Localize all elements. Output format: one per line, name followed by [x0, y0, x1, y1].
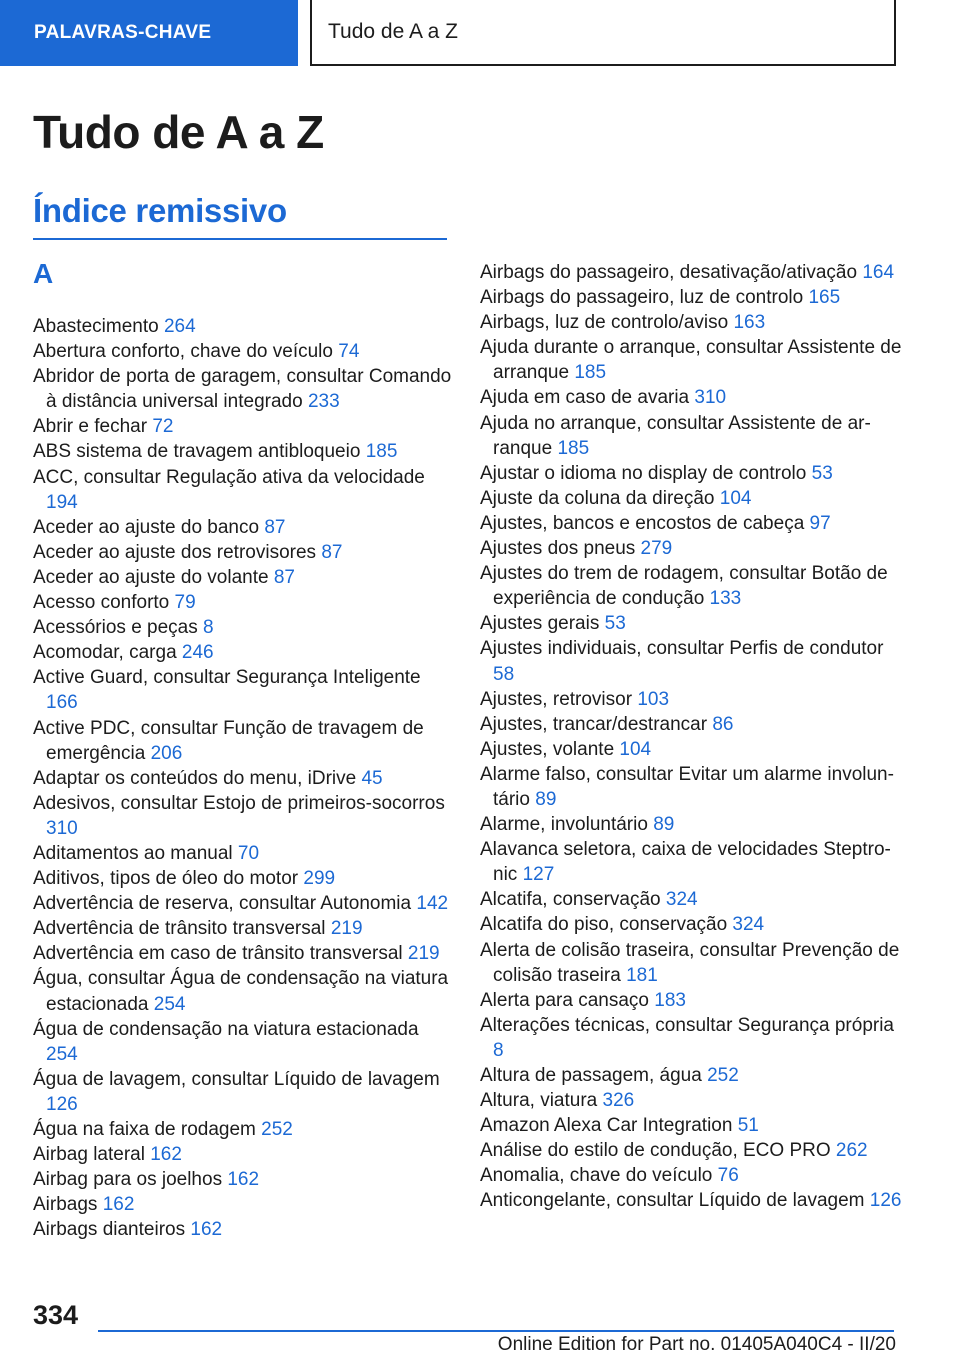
index-entry-text: Água, consultar Água de condensação na viatura estacionada — [33, 968, 449, 1015]
index-page-link[interactable]: 183 — [654, 989, 686, 1011]
index-entry — [33, 866, 455, 891]
index-entry-text: Altura de passagem, água — [480, 1065, 702, 1086]
index-entry-text: Análise do estilo de condução, ECO PRO — [480, 1140, 831, 1162]
index-entry — [33, 515, 455, 540]
index-page-link[interactable]: 254 — [153, 993, 186, 1015]
index-entry — [33, 640, 455, 665]
index-page-link[interactable]: 219 — [330, 918, 363, 940]
index-entry — [33, 665, 455, 715]
index-entry — [480, 988, 902, 1013]
index-page-link[interactable]: 126 — [869, 1190, 902, 1212]
index-entry-text: Abridor de porta de garagem, consultar Comando à distância universal integrado — [33, 366, 452, 413]
index-entry — [480, 912, 902, 937]
index-entry-text: Aceder ao ajuste do volante — [33, 566, 269, 588]
index-page-link[interactable]: 185 — [365, 441, 398, 463]
index-entry-text: Adaptar os conteúdos do menu, iDrive — [33, 767, 357, 789]
index-entry — [33, 314, 455, 339]
index-entry — [33, 791, 455, 841]
index-entry — [33, 364, 455, 414]
index-page-link[interactable]: 279 — [640, 538, 673, 560]
index-page-link[interactable]: 58 — [493, 663, 515, 685]
index-page-link[interactable]: 89 — [535, 788, 557, 810]
index-entry-text: Alcatifa, conservação — [480, 889, 661, 911]
index-page-link[interactable]: 79 — [174, 592, 196, 614]
index-page-link[interactable]: 72 — [152, 416, 174, 438]
header-bar — [0, 0, 960, 66]
index-page-link[interactable]: 324 — [732, 914, 765, 936]
index-entry-text: Airbags do passageiro, luz de controlo — [480, 287, 804, 309]
index-entry — [480, 561, 902, 611]
index-page-link[interactable]: 162 — [150, 1144, 182, 1166]
index-page-link[interactable]: 74 — [338, 341, 360, 363]
index-page-link[interactable]: 206 — [150, 742, 183, 764]
index-entry-text: Ajustes dos pneus — [480, 538, 636, 560]
index-page-link[interactable]: 133 — [709, 588, 742, 610]
index-entry — [33, 1192, 455, 1217]
index-entry — [480, 737, 902, 762]
index-page-link[interactable]: 103 — [637, 688, 670, 710]
section-divider — [33, 238, 447, 240]
index-entry-text: Ajustes do trem de rodagem, consultar Botão de experiência de condução — [480, 563, 888, 610]
index-page-link[interactable]: 162 — [102, 1194, 135, 1216]
index-entry — [480, 511, 902, 536]
index-column-left — [33, 314, 455, 1242]
index-entry-text: Advertência de reserva, consultar Autonomia — [33, 893, 412, 915]
page-title: Tudo de A a Z — [33, 106, 324, 158]
index-entry-text: Ajustar o idioma no display de controlo — [480, 462, 807, 484]
index-entry-text: Aceder ao ajuste dos retrovisores — [33, 541, 317, 563]
index-entry — [480, 1088, 902, 1113]
index-entry — [33, 540, 455, 565]
index-entry-text: Airbags dianteiros — [33, 1219, 186, 1241]
index-entry — [480, 812, 902, 837]
index-entry — [33, 1142, 455, 1167]
index-page-link[interactable]: 194 — [46, 491, 78, 513]
index-entry-text: Ajustes, volante — [480, 738, 615, 760]
index-page-link[interactable]: 53 — [604, 613, 626, 635]
index-entry-text: Airbag para os joelhos — [33, 1169, 223, 1191]
index-entry-text: Ajuda no arranque, consultar Assistente de arranque — [480, 412, 871, 459]
index-entry — [33, 590, 455, 615]
tab-keywords[interactable]: PALAVRAS-CHAVE — [0, 0, 298, 66]
index-entry — [33, 1067, 455, 1117]
index-entry-text: Alerta de colisão traseira, consultar Prevenção de colisão traseira — [480, 939, 900, 986]
index-entry — [480, 837, 902, 887]
index-page-link[interactable]: 310 — [46, 817, 78, 839]
index-entry-text: Acessórios e peças — [33, 617, 198, 639]
index-page-link[interactable]: 165 — [808, 287, 841, 309]
index-page-link[interactable]: 53 — [811, 462, 833, 484]
index-page-link[interactable]: 76 — [717, 1165, 739, 1187]
index-page-link[interactable]: 324 — [665, 889, 698, 911]
index-entry — [33, 1117, 455, 1142]
index-entry-text: Aditamentos ao manual — [33, 842, 233, 864]
index-entry-text: Advertência de trânsito transversal — [33, 918, 326, 940]
index-entry — [480, 385, 902, 410]
index-page-link[interactable]: 104 — [619, 738, 652, 760]
index-page-link[interactable]: 252 — [261, 1119, 293, 1140]
index-page-link[interactable]: 126 — [46, 1093, 78, 1115]
index-entry — [480, 636, 902, 686]
index-entry — [33, 716, 455, 766]
index-page-link[interactable]: 70 — [237, 842, 260, 864]
tab-a-to-z[interactable]: Tudo de A a Z — [310, 0, 896, 66]
index-entry — [33, 891, 455, 916]
index-entry-text: ABS sistema de travagem antibloqueio — [33, 441, 361, 463]
index-entry-text: Ajustes, trancar/destrancar — [480, 713, 708, 735]
index-page-link[interactable]: 87 — [264, 516, 286, 538]
index-entry — [33, 339, 455, 364]
index-page-link[interactable]: 246 — [181, 642, 214, 664]
section-title: Índice remissivo — [33, 192, 287, 229]
index-entry — [33, 1167, 455, 1192]
index-entry-text: Airbags — [33, 1194, 98, 1216]
index-page-link[interactable]: 185 — [557, 437, 590, 459]
index-page-link[interactable]: 166 — [46, 692, 78, 714]
index-page-link[interactable]: 219 — [407, 943, 440, 965]
index-page-link[interactable]: 97 — [809, 512, 831, 534]
edition-footer: Online Edition for Part no. 01405A040C4 - II/20 — [497, 1334, 896, 1355]
index-entry-text: Água de lavagem, consultar Líquido de lavagem — [33, 1068, 440, 1090]
index-entry-text: Aditivos, tipos de óleo do motor — [33, 868, 299, 890]
index-entry-text: Amazon Alexa Car Integration — [480, 1115, 733, 1137]
index-entry-text: Airbags do passageiro, desativação/ativação — [480, 262, 858, 283]
index-entry-text: Advertência em caso de trânsito transversal — [33, 943, 403, 965]
index-entry — [480, 887, 902, 912]
index-entry — [480, 486, 902, 511]
index-page-link[interactable]: 264 — [163, 316, 196, 337]
index-entry — [480, 687, 902, 712]
index-entry — [480, 1188, 902, 1213]
index-page-link[interactable]: 8 — [493, 1039, 504, 1061]
index-entry — [480, 762, 902, 812]
index-page-link[interactable]: 262 — [835, 1140, 868, 1162]
index-page-link[interactable]: 104 — [719, 487, 752, 509]
index-entry-text: Ajuda durante o arranque, consultar Assistente de arranque — [480, 337, 902, 384]
index-entry — [480, 260, 902, 285]
index-entry — [33, 1017, 455, 1067]
index-page-link[interactable]: 163 — [733, 312, 766, 334]
index-entry-text: Adesivos, consultar Estojo de primeiros-socorros — [33, 792, 445, 814]
index-page-link[interactable]: 8 — [203, 617, 214, 639]
index-entry-text: Alcatifa do piso, conservação — [480, 914, 728, 936]
index-page-link[interactable]: 181 — [626, 964, 658, 986]
index-entry-text: Abastecimento — [33, 316, 159, 337]
index-entry-text: Abrir e fechar — [33, 416, 148, 438]
index-entry — [480, 1138, 902, 1163]
index-entry-text: Água de condensação na viatura estacionada — [33, 1018, 419, 1040]
index-entry-text: Anticongelante, consultar Líquido de lavagem — [480, 1190, 865, 1212]
index-entry — [480, 461, 902, 486]
index-entry-text: Airbags, luz de controlo/aviso — [480, 312, 729, 334]
index-entry — [480, 1013, 902, 1063]
index-entry — [33, 941, 455, 966]
index-entry-text: Alarme, involuntário — [480, 814, 648, 836]
index-entry — [33, 841, 455, 866]
index-entry-text: Ajuste da coluna da direção — [480, 487, 715, 509]
index-entry — [480, 536, 902, 561]
index-page-link[interactable]: 164 — [862, 262, 895, 283]
index-page-link[interactable]: 233 — [307, 391, 340, 413]
index-page-link[interactable]: 127 — [522, 864, 555, 886]
index-entry-text: Alterações técnicas, consultar Segurança própria — [480, 1014, 895, 1036]
index-entry-text: Ajustes gerais — [480, 613, 600, 635]
index-page-link[interactable]: 252 — [707, 1065, 739, 1086]
index-page-link[interactable]: 310 — [694, 387, 727, 409]
index-entry — [33, 465, 455, 515]
index-entry — [33, 615, 455, 640]
index-page-link[interactable]: 87 — [273, 566, 295, 588]
page-number: 334 — [33, 1300, 79, 1330]
index-page-link[interactable]: 87 — [321, 541, 343, 563]
index-entry-text: Alavanca seletora, caixa de velocidades Steptronic — [480, 839, 891, 886]
index-entry-text: Abertura conforto, chave do veículo — [33, 341, 333, 363]
index-page-link[interactable]: 326 — [602, 1090, 635, 1112]
index-page-link[interactable]: 162 — [190, 1219, 223, 1241]
index-entry — [33, 439, 455, 464]
index-entry-text: Ajuda em caso de avaria — [480, 387, 690, 409]
index-entry-text: Alerta para cansaço — [480, 989, 649, 1011]
index-page-link[interactable]: 162 — [227, 1169, 260, 1191]
index-entry-text: Active Guard, consultar Segurança Inteligente — [33, 667, 421, 689]
index-entry-text: Active PDC, consultar Função de travagem de emergência — [33, 717, 424, 764]
index-page-link[interactable]: 254 — [46, 1043, 78, 1065]
index-entry-text: Altura, viatura — [480, 1090, 598, 1112]
index-entry-text: Ajustes individuais, consultar Perfis de condutor — [480, 638, 884, 660]
index-entry-text: Anomalia, chave do veículo — [480, 1165, 713, 1187]
index-entry — [480, 310, 902, 335]
index-entry-text: Ajustes, bancos e encostos de cabeça — [480, 512, 805, 534]
index-page-link[interactable]: 185 — [574, 362, 607, 384]
index-page-link[interactable]: 51 — [737, 1115, 759, 1137]
index-entry-text: Acesso conforto — [33, 592, 170, 614]
index-entry-text: ACC, consultar Regulação ativa da velocidade — [33, 466, 425, 488]
index-entry — [480, 285, 902, 310]
index-entry — [480, 938, 902, 988]
index-entry-text: Água na faixa de rodagem — [33, 1119, 256, 1140]
index-entry-text: Airbag lateral — [33, 1144, 145, 1166]
index-entry-text: Aceder ao ajuste do banco — [33, 516, 260, 538]
index-entry — [33, 1217, 455, 1242]
index-entry — [33, 916, 455, 941]
index-entry — [480, 1063, 902, 1088]
index-entry — [33, 414, 455, 439]
index-entry — [33, 565, 455, 590]
index-entry-text: Acomodar, carga — [33, 642, 177, 664]
index-page-link[interactable]: 89 — [653, 814, 675, 836]
index-entry — [480, 1163, 902, 1188]
index-entry-text: Ajustes, retrovisor — [480, 688, 633, 710]
index-entry — [33, 766, 455, 791]
index-entry — [480, 411, 902, 461]
index-entry — [33, 966, 455, 1016]
index-page-link[interactable]: 142 — [416, 893, 449, 915]
index-entry — [480, 335, 902, 385]
letter-heading: A — [33, 258, 54, 289]
footer-divider — [98, 1330, 894, 1332]
index-page-link[interactable]: 299 — [303, 868, 336, 890]
index-page-link[interactable]: 45 — [361, 767, 383, 789]
index-page-link[interactable]: 86 — [712, 713, 734, 735]
index-entry — [480, 712, 902, 737]
index-column-right — [480, 260, 902, 1214]
index-entry — [480, 1113, 902, 1138]
index-entry-text: Alarme falso, consultar Evitar um alarme involuntário — [480, 763, 894, 810]
index-entry — [480, 611, 902, 636]
